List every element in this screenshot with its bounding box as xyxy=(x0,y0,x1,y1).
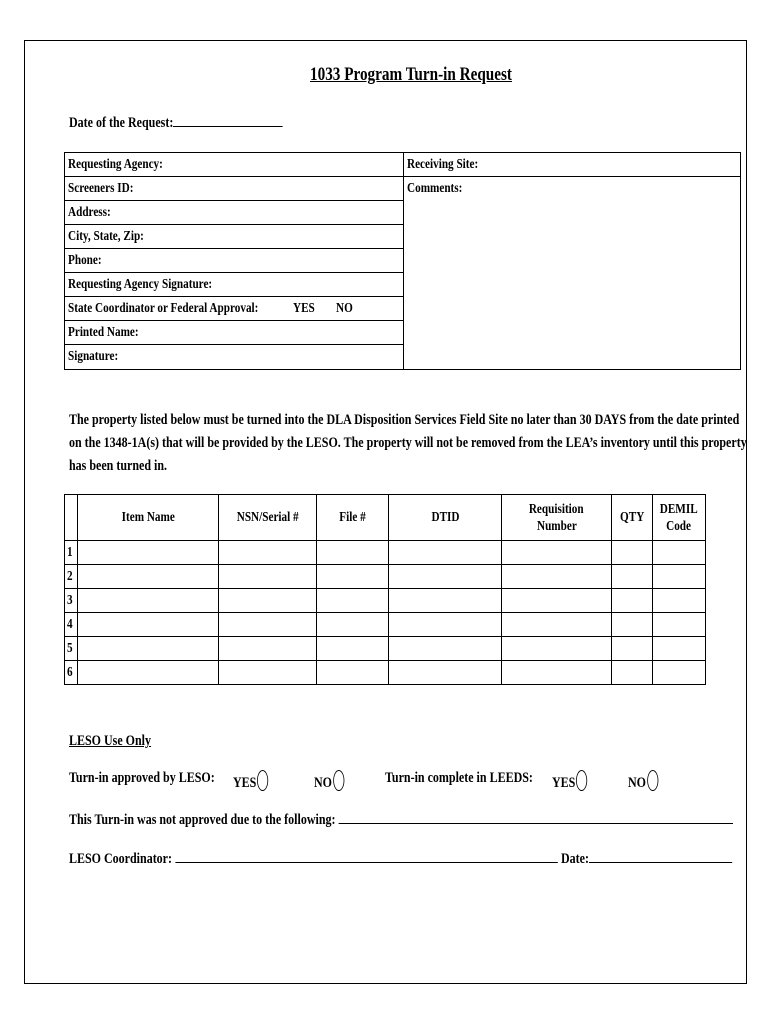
leso-complete-yes[interactable] xyxy=(552,770,587,791)
table-row xyxy=(65,661,706,685)
demil-cell[interactable] xyxy=(653,613,706,637)
dtid-cell[interactable] xyxy=(389,541,502,565)
phone-field[interactable]: Phone: xyxy=(65,249,403,273)
city-state-zip-field[interactable]: City, State, Zip: xyxy=(65,225,403,249)
nsn-serial-cell[interactable] xyxy=(218,661,317,685)
table-row xyxy=(65,637,706,661)
requisition-cell[interactable] xyxy=(501,565,611,589)
items-table xyxy=(64,494,706,685)
approved-yes-radio[interactable] xyxy=(257,770,268,791)
date-of-request-line[interactable] xyxy=(173,114,283,127)
complete-no-radio[interactable] xyxy=(647,770,658,791)
signature-field[interactable]: Signature: xyxy=(68,349,119,364)
file-number-cell[interactable] xyxy=(317,541,389,565)
requisition-cell[interactable] xyxy=(501,637,611,661)
requisition-cell[interactable] xyxy=(501,661,611,685)
demil-cell[interactable] xyxy=(653,637,706,661)
item-name-cell[interactable] xyxy=(77,565,218,589)
demil-cell[interactable] xyxy=(653,541,706,565)
demil-code-header: DEMIL Code xyxy=(653,495,706,541)
table-row xyxy=(65,565,706,589)
qty-cell[interactable] xyxy=(612,661,653,685)
file-number-cell[interactable] xyxy=(317,613,389,637)
no-label: NO xyxy=(314,775,332,791)
leso-approved-label: Turn-in approved by LESO: xyxy=(69,770,215,786)
comments-field[interactable]: Comments: xyxy=(407,181,463,196)
notice-line: The property listed below must be turned into the DLA Disposition Services Field Site no later than 30 DAYS from the date printed xyxy=(69,412,740,428)
leso-coordinator-field[interactable] xyxy=(69,850,558,867)
qty-cell[interactable] xyxy=(612,613,653,637)
dtid-cell[interactable] xyxy=(389,661,502,685)
date-of-request-label: Date of the Request: xyxy=(69,115,174,131)
qty-cell[interactable] xyxy=(612,637,653,661)
approval-no[interactable]: NO xyxy=(335,301,353,316)
nsn-serial-cell[interactable] xyxy=(218,541,317,565)
no-label: NO xyxy=(628,775,646,791)
nsn-serial-cell[interactable] xyxy=(218,613,317,637)
approval-field[interactable]: State Coordinator or Federal Approval: YES NO xyxy=(65,297,403,321)
dtid-header: DTID xyxy=(389,495,502,541)
leso-date-label: Date: xyxy=(561,851,589,867)
leso-date-field[interactable] xyxy=(561,850,732,867)
not-approved-field[interactable] xyxy=(69,811,733,828)
items-header-row xyxy=(65,495,706,541)
demil-cell[interactable] xyxy=(653,565,706,589)
item-name-cell[interactable] xyxy=(77,613,218,637)
nsn-serial-cell[interactable] xyxy=(218,565,317,589)
requesting-agency-field[interactable]: Requesting Agency: xyxy=(65,153,403,177)
leso-approved-yes[interactable] xyxy=(233,770,268,791)
yes-label: YES xyxy=(233,775,257,791)
item-name-cell[interactable] xyxy=(77,637,218,661)
table-row xyxy=(65,589,706,613)
address-field[interactable]: Address: xyxy=(65,201,403,225)
demil-cell[interactable] xyxy=(653,661,706,685)
receiving-column xyxy=(404,153,741,370)
nsn-serial-cell[interactable] xyxy=(218,589,317,613)
notice-line: on the 1348-1A(s) that will be provided by the LESO. The property will not be removed from the LEA’s inventory until this property xyxy=(69,435,747,451)
row-number: 1 xyxy=(65,541,78,565)
file-number-header: File # xyxy=(317,495,389,541)
date-of-request-field[interactable] xyxy=(69,114,283,131)
leso-complete-label: Turn-in complete in LEEDS: xyxy=(385,770,533,786)
yes-label: YES xyxy=(552,775,576,791)
printed-name-field[interactable]: Printed Name: xyxy=(65,321,403,345)
turn-in-notice xyxy=(69,409,747,478)
approved-no-radio[interactable] xyxy=(333,770,344,791)
item-name-cell[interactable] xyxy=(77,589,218,613)
agency-signature-field[interactable]: Requesting Agency Signature: xyxy=(65,273,403,297)
item-name-cell[interactable] xyxy=(77,541,218,565)
nsn-serial-cell[interactable] xyxy=(218,637,317,661)
file-number-cell[interactable] xyxy=(317,589,389,613)
demil-cell[interactable] xyxy=(653,589,706,613)
qty-cell[interactable] xyxy=(612,541,653,565)
table-row xyxy=(65,541,706,565)
approval-yes[interactable]: YES xyxy=(292,301,315,316)
leso-complete-no[interactable] xyxy=(628,770,658,791)
row-number: 4 xyxy=(65,613,78,637)
not-approved-line[interactable] xyxy=(339,811,733,824)
agency-fields-column xyxy=(65,153,404,370)
row-number-header xyxy=(65,495,78,541)
file-number-cell[interactable] xyxy=(317,565,389,589)
leso-coordinator-label: LESO Coordinator: xyxy=(69,851,173,867)
item-name-header: Item Name xyxy=(77,495,218,541)
receiving-site-field[interactable]: Receiving Site: xyxy=(404,153,740,177)
dtid-cell[interactable] xyxy=(389,637,502,661)
row-number: 5 xyxy=(65,637,78,661)
leso-date-line[interactable] xyxy=(589,850,732,863)
dtid-cell[interactable] xyxy=(389,565,502,589)
notice-line: has been turned in. xyxy=(69,458,168,474)
requisition-cell[interactable] xyxy=(501,589,611,613)
requisition-cell[interactable] xyxy=(501,613,611,637)
requisition-cell[interactable] xyxy=(501,541,611,565)
requisition-number-header: Requisition Number xyxy=(501,495,611,541)
agency-info-table xyxy=(64,152,741,370)
screeners-id-field[interactable]: Screeners ID: xyxy=(65,177,403,201)
nsn-serial-header: NSN/Serial # xyxy=(218,495,317,541)
qty-cell[interactable] xyxy=(612,565,653,589)
leso-coordinator-line[interactable] xyxy=(175,850,557,863)
qty-cell[interactable] xyxy=(612,589,653,613)
qty-header: QTY xyxy=(612,495,653,541)
file-number-cell[interactable] xyxy=(317,661,389,685)
row-number: 6 xyxy=(65,661,78,685)
not-approved-label: This Turn-in was not approved due to the following: xyxy=(69,812,336,828)
dtid-cell[interactable] xyxy=(389,613,502,637)
row-number: 2 xyxy=(65,565,78,589)
row-number: 3 xyxy=(65,589,78,613)
item-name-cell[interactable] xyxy=(77,661,218,685)
leso-approved-no[interactable] xyxy=(314,770,344,791)
dtid-cell[interactable] xyxy=(389,589,502,613)
file-number-cell[interactable] xyxy=(317,637,389,661)
table-row xyxy=(65,613,706,637)
form-title: 1033 Program Turn-in Request xyxy=(310,64,512,85)
leso-heading: LESO Use Only xyxy=(69,733,152,749)
complete-yes-radio[interactable] xyxy=(576,770,587,791)
